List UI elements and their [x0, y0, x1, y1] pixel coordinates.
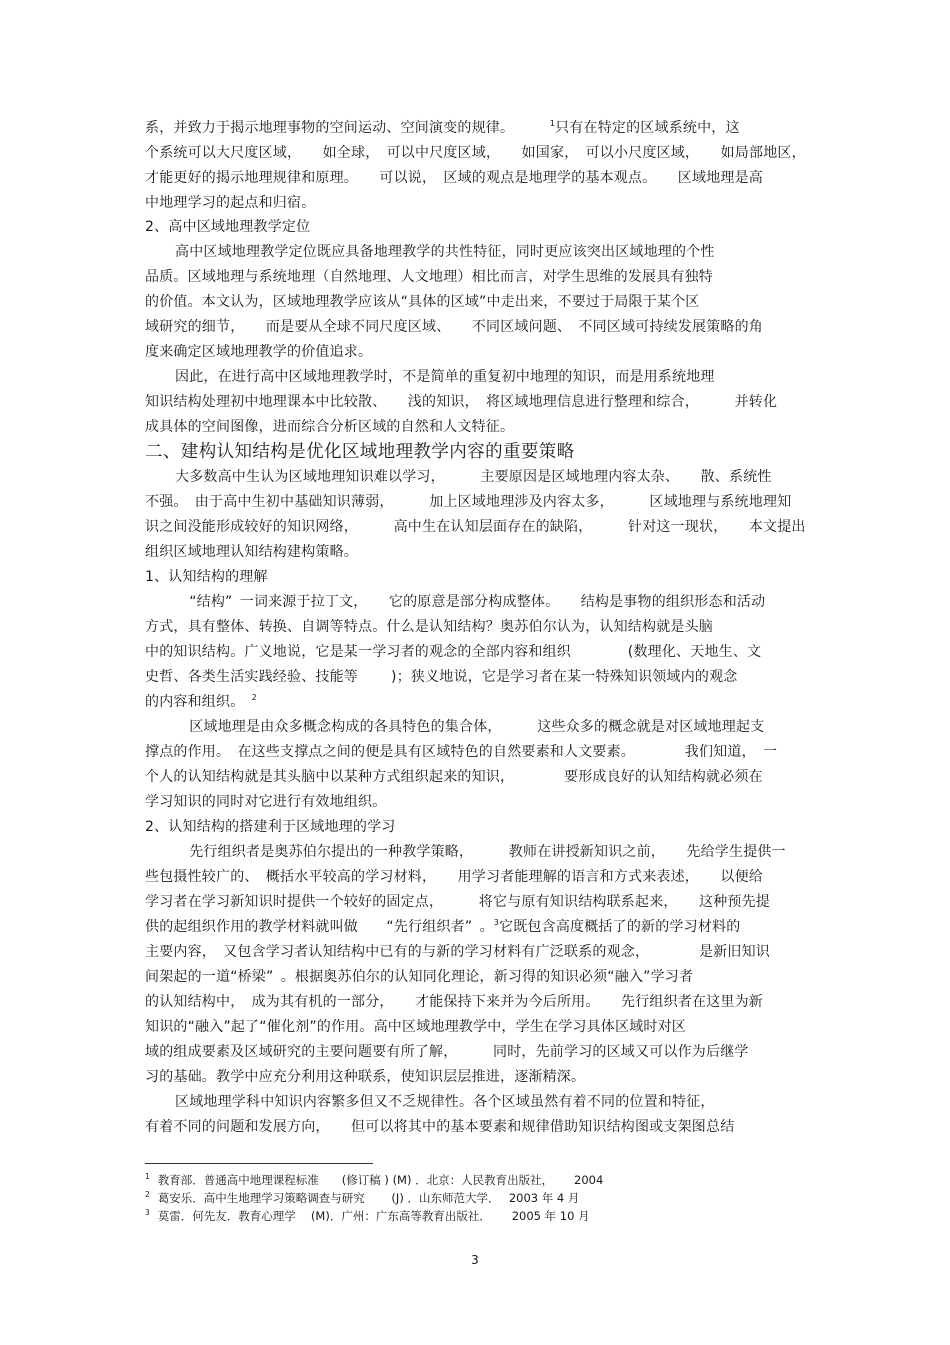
body-line: 识之间没能形成较好的知识网络， 高中生在认知层面存在的缺陷， 针对这一现状， 本文提出 — [145, 519, 806, 535]
body-line: 组织区域地理认知结构建构策略。 — [145, 544, 358, 560]
body-line: 方式，具有整体、转换、自调等特点。什么是认知结构？奥苏伯尔认为，认知结构就是头脑 — [145, 619, 713, 635]
body-line: 间架起的一道“桥梁” 。根据奥苏伯尔的认知同化理论，新习得的知识必须“融入”学习者 — [145, 969, 694, 985]
body-line: 先行组织者是奥苏伯尔提出的一种教学策略， 教师在讲授新知识之前， 先给学生提供一 — [175, 844, 786, 860]
body-line: 区域地理是由众多概念构成的各具特色的集合体， 这些众多的概念就是对区域地理起支 — [175, 719, 765, 735]
body-line: 学习者在学习新知识时提供一个较好的固定点， 将它与原有知识结构联系起来， 这种预先提 — [145, 894, 770, 910]
body-line: 才能更好的揭示地理规律和原理。 可以说， 区域的观点是地理学的基本观点。 区域地理是高 — [145, 170, 763, 186]
body-line: 史哲、各类生活实践经验、技能等 )；狭义地说，它是学习者在某一特殊知识领域内的观念 — [145, 669, 738, 685]
body-line: 个人的认知结构就是其头脑中以某种方式组织起来的知识， 要形成良好的认知结构就必须在 — [145, 769, 763, 785]
body-line: 域研究的细节， 而是要从全球不同尺度区域、 不同区域问题、 不同区域可持续发展策略的角 — [145, 319, 763, 335]
footnote: $^2$ 葛安乐．高中生地理学习策略调查与研究 (J) ．山东师范大学． 2003 年 4 月 — [145, 1190, 580, 1205]
footnote-number: 3 — [145, 1208, 150, 1217]
body-line: 学习知识的同时对它进行有效地组织。 — [145, 794, 387, 810]
section-heading: 1、认知结构的理解 — [145, 569, 268, 585]
body-line: 高中区域地理教学定位既应具备地理教学的共性特征，同时更应该突出区域地理的个性 — [175, 244, 715, 260]
body-line: 区域地理学科中知识内容繁多但又不乏规律性。各个区域虽然有着不同的位置和特征， — [175, 1094, 715, 1110]
body-line: 的认知结构中， 成为其有机的一部分， 才能保持下来并为今后所用。 先行组织者在这里为新 — [145, 994, 763, 1010]
section-heading: 2、认知结构的搭建利于区域地理的学习 — [145, 819, 396, 835]
body-line: 主要内容， 又包含学习者认知结构中已有的与新的学习材料有广泛联系的观念， 是新旧知识 — [145, 944, 770, 960]
body-line: 域的组成要素及区域研究的主要问题要有所了解， 同时，先前学习的区域又可以作为后继学 — [145, 1044, 749, 1060]
body-line: 中的知识结构。广义地说，它是某一学习者的观念的全部内容和组织 (数理化、天地生、文 — [145, 644, 762, 660]
body-line: “结构” 一词来源于拉丁文， 它的原意是部分构成整体。 结构是事物的组织形态和活动 — [175, 594, 766, 610]
body-line: 些包摄性较广的、 概括水平较高的学习材料， 用学习者能理解的语言和方式来表述， 以便给 — [145, 869, 763, 885]
body-line: 有着不同的问题和发展方向， 但可以将其中的基本要素和规律借助知识结构图或支架图总结 — [145, 1119, 735, 1135]
footnote-ref: 3 — [493, 918, 500, 927]
body-line: 系，并致力于揭示地理事物的空间运动、空间演变的规律。 $^1$只有在特定的区域系统中，这 — [145, 119, 740, 136]
body-line: 不强。 由于高中生初中基础知识薄弱， 加上区域地理涉及内容太多， 区域地理与系统地理知 — [145, 494, 792, 510]
page-number: 3 — [471, 1253, 479, 1267]
body-line: 大多数高中生认为区域地理知识难以学习， 主要原因是区域地理内容太杂、 散、系统性 — [175, 469, 772, 485]
footnote: $^3$ 莫雷．何先友．教育心理学 (M)．广州：广东高等教育出版社． 2005 年 10 月 — [145, 1208, 590, 1223]
footnote-ref: 1 — [549, 119, 556, 128]
body-line: 度来确定区域地理教学的价值追求。 — [145, 344, 373, 360]
body-line: 个系统可以大尺度区域， 如全球， 可以中尺度区域， 如国家， 可以小尺度区域， 如局部地区， — [145, 145, 806, 161]
footnote-number: 2 — [145, 1190, 150, 1199]
body-line: 中地理学习的起点和归宿。 — [145, 195, 316, 211]
footnote: $^1$ 教育部．普通高中地理课程标准 (修订稿 ) (M) ．北京：人民教育出版社， 2004 — [145, 1172, 604, 1187]
body-line: 的内容和组织。 $^2$ — [145, 693, 257, 710]
body-line: 品质。区域地理与系统地理（自然地理、人文地理）相比而言，对学生思维的发展具有独特 — [145, 269, 713, 285]
footnote-number: 1 — [145, 1172, 150, 1181]
body-line: 供的起组织作用的教学材料就叫做 “先行组织者” 。$^3$它既包含高度概括了的新的学习材料的 — [145, 918, 741, 935]
body-line: 撑点的作用。 在这些支撑点之间的便是具有区域特色的自然要素和人文要素。 我们知道， 一 — [145, 744, 778, 760]
body-line: 成具体的空间图像，进而综合分析区域的自然和人文特征。 — [145, 419, 515, 435]
section-heading: 2、高中区域地理教学定位 — [145, 219, 311, 235]
chapter-heading: 二、建构认知结构是优化区域地理教学内容的重要策略 — [145, 442, 575, 462]
body-line: 习的基础。教学中应充分利用这种联系，使知识层层推进，逐渐精深。 — [145, 1069, 586, 1085]
body-line: 知识结构处理初中地理课本中比较散、 浅的知识， 将区域地理信息进行整理和综合， 并转化 — [145, 394, 778, 410]
body-line: 因此，在进行高中区域地理教学时，不是简单的重复初中地理的知识，而是用系统地理 — [175, 369, 715, 385]
body-line: 知识的“融入”起了“催化剂”的作用。高中区域地理教学中，学生在学习具体区域时对区 — [145, 1019, 687, 1035]
body-line: 的价值。本文认为，区域地理教学应该从“具体的区域”中走出来，不要过于局限于某个区 — [145, 294, 700, 310]
footnote-ref: 2 — [251, 693, 257, 702]
footnote-divider — [145, 1163, 373, 1164]
